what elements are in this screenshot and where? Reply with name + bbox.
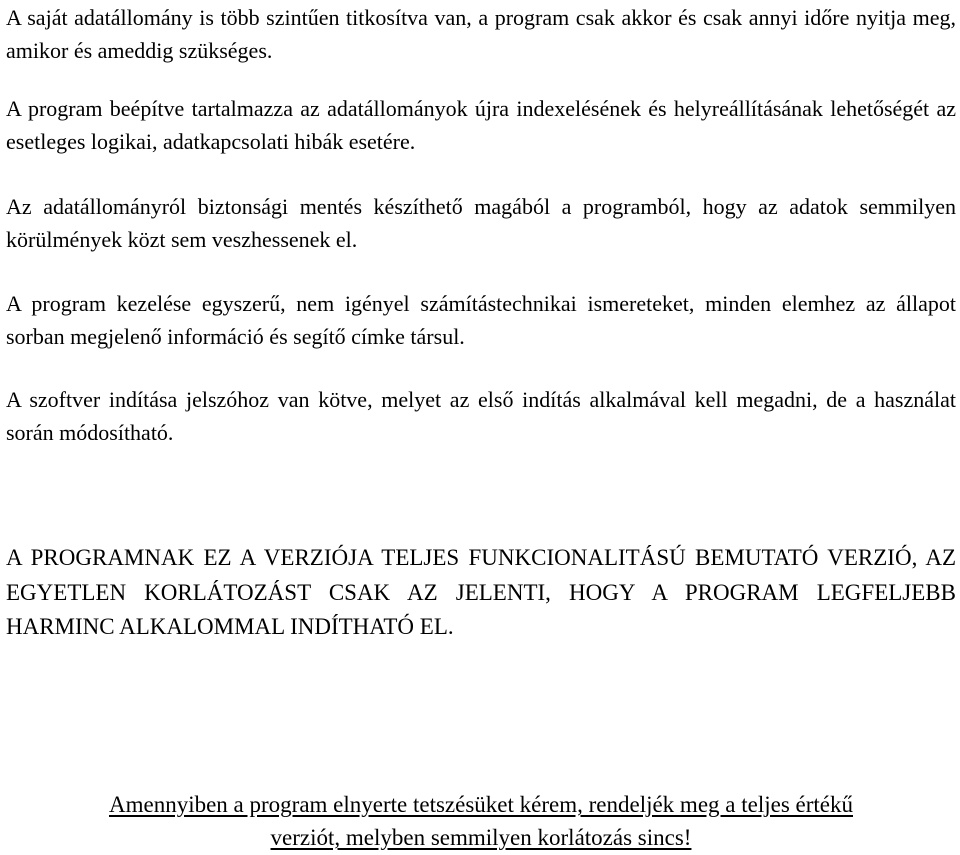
paragraph-reindexing: A program beépítve tartalmazza az adatállományok újra indexelésének és helyreállításának lehetőségét az esetleges logikai, adatkapcsolati hibák esetére. [6,96,956,154]
order-call-to-action [6,788,956,854]
paragraph-usability: A program kezelése egyszerű, nem igényel számítástechnikai ismereteket, minden elemhez az állapot sorban megjelenő információ és segítő címke társul. [6,291,956,349]
order-line-2: verziót, melyben semmilyen korlátozás sincs! [270,825,692,850]
paragraph-backup: Az adatállományról biztonsági mentés készíthető magából a programból, hogy az adatok semmilyen körülmények közt sem veszhessenek el. [6,194,956,252]
demo-version-notice: A PROGRAMNAK EZ A VERZIÓJA TELJES FUNKCIONALITÁSÚ BEMUTATÓ VERZIÓ, AZ EGYETLEN KORLÁTOZÁST CSAK AZ JELENTI, HOGY A PROGRAM LEGFELJEBB HARMINC ALKALOMMAL INDÍTHATÓ EL. [6,545,956,639]
paragraph-password: A szoftver indítása jelszóhoz van kötve, melyet az első indítás alkalmával kell megadni, de a használat során módosítható. [6,387,956,445]
order-line-1: Amennyiben a program elnyerte tetszésüket kérem, rendeljék meg a teljes értékű [109,792,853,817]
paragraph-encryption: A saját adatállomány is több szintűen titkosítva van, a program csak akkor és csak annyi időre nyitja meg, amikor és ameddig szükséges. [6,5,956,63]
